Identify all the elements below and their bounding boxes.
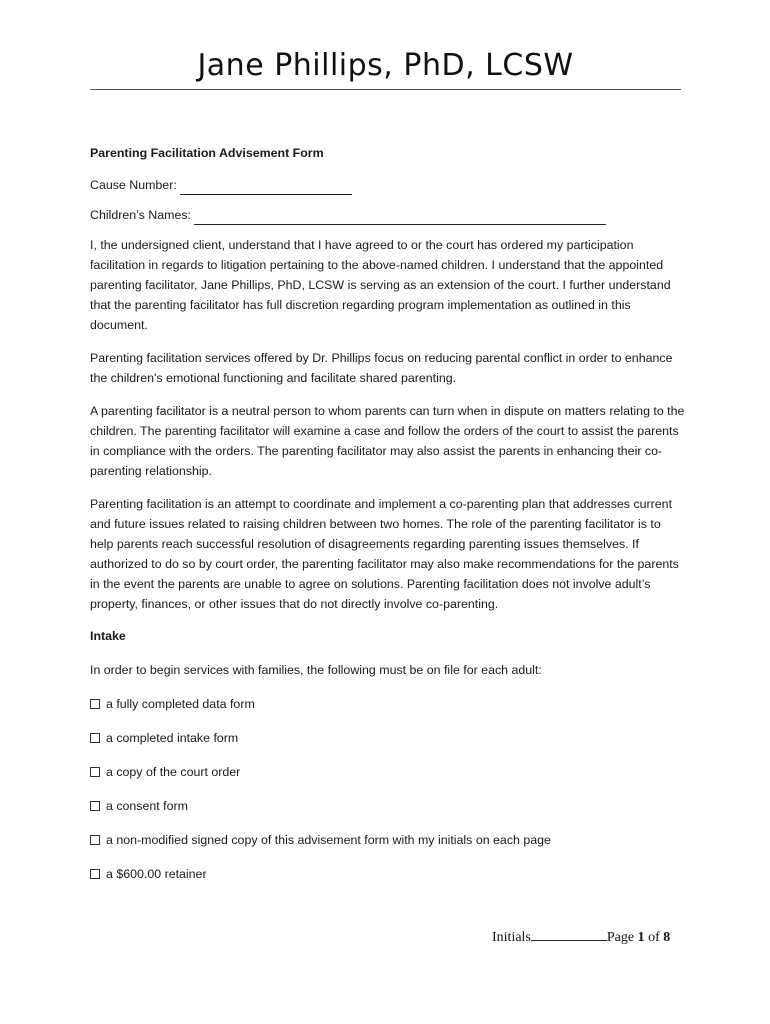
checklist-item-label: a consent form [106,799,188,813]
checkbox[interactable] [90,801,100,811]
checkbox[interactable] [90,733,100,743]
checkbox[interactable] [90,869,100,879]
intake-checklist [90,694,686,884]
checklist-item [90,728,686,748]
checklist-item-label: a completed intake form [106,731,239,745]
childrens-names-blank[interactable] [194,211,606,225]
page-total: 8 [663,930,671,945]
intake-heading: Intake [90,629,126,643]
childrens-names-field [90,205,686,225]
page-label: Page [606,930,635,945]
checklist-item-label: a $600.00 retainer [106,867,207,881]
page-title: Jane Phillips, PhD, LCSW [197,48,574,83]
checkbox[interactable] [90,767,100,777]
checklist-item [90,762,686,782]
initials-label: Initials [492,930,531,945]
cause-number-field [90,175,686,195]
checklist-item [90,796,686,816]
checklist-item-label: a fully completed data form [106,697,255,711]
checklist-item-label: a non-modified signed copy of this advisement form with my initials on each page [106,833,551,847]
checklist-item [90,694,686,714]
paragraph-coparenting-plan: Parenting facilitation is an attempt to coordinate and implement a co-parenting plan that addresses current and future issues related to raising children between two homes. The role of the parenting facilitator is to help parents reach successful resolution of disagreements regarding parenting issues themselves. If authorized to do so by court order, the parenting facilitator may also make recommendations for the parents in the event the parents are unable to agree on solutions. Parenting facilitation does not involve adult’s property, finances, or other issues that do not directly involve co-parenting. [90,497,679,611]
checklist-item [90,830,686,850]
checkbox[interactable] [90,835,100,845]
page-of-label: of [648,930,660,945]
page-current: 1 [637,930,645,945]
childrens-names-label: Children’s Names: [90,208,192,222]
paragraph-facilitator-role: A parenting facilitator is a neutral person to whom parents can turn when in dispute on matters relating to the children. The parenting facilitator will examine a case and follow the orders of the court to assist the parents in compliance with the orders. The parenting facilitator may also assist the parents in enhancing their co-parenting relationship. [90,404,685,478]
intake-intro: In order to begin services with families, the following must be on file for each adult: [90,663,542,677]
checklist-item-label: a copy of the court order [106,765,241,779]
page-footer [492,928,670,946]
title-divider [90,89,681,90]
paragraph-services: Parenting facilitation services offered by Dr. Phillips focus on reducing parental conflict in order to enhance the children's emotional functioning and facilitate shared parenting. [90,351,673,385]
checkbox[interactable] [90,699,100,709]
paragraph-agreement: I, the undersigned client, understand that I have agreed to or the court has ordered my participation facilitation in regards to litigation pertaining to the above-named children. I understand that the appointed parenting facilitator, Jane Phillips, PhD, LCSW is serving as an extension of the court. I further understand that the parenting facilitator has full discretion regarding program implementation as outlined in this document. [90,238,671,332]
form-heading: Parenting Facilitation Advisement Form [90,146,324,160]
initials-blank[interactable] [531,928,607,941]
document-body [90,143,686,898]
cause-number-label: Cause Number: [90,178,177,192]
checklist-item [90,864,686,884]
cause-number-blank[interactable] [180,181,352,195]
